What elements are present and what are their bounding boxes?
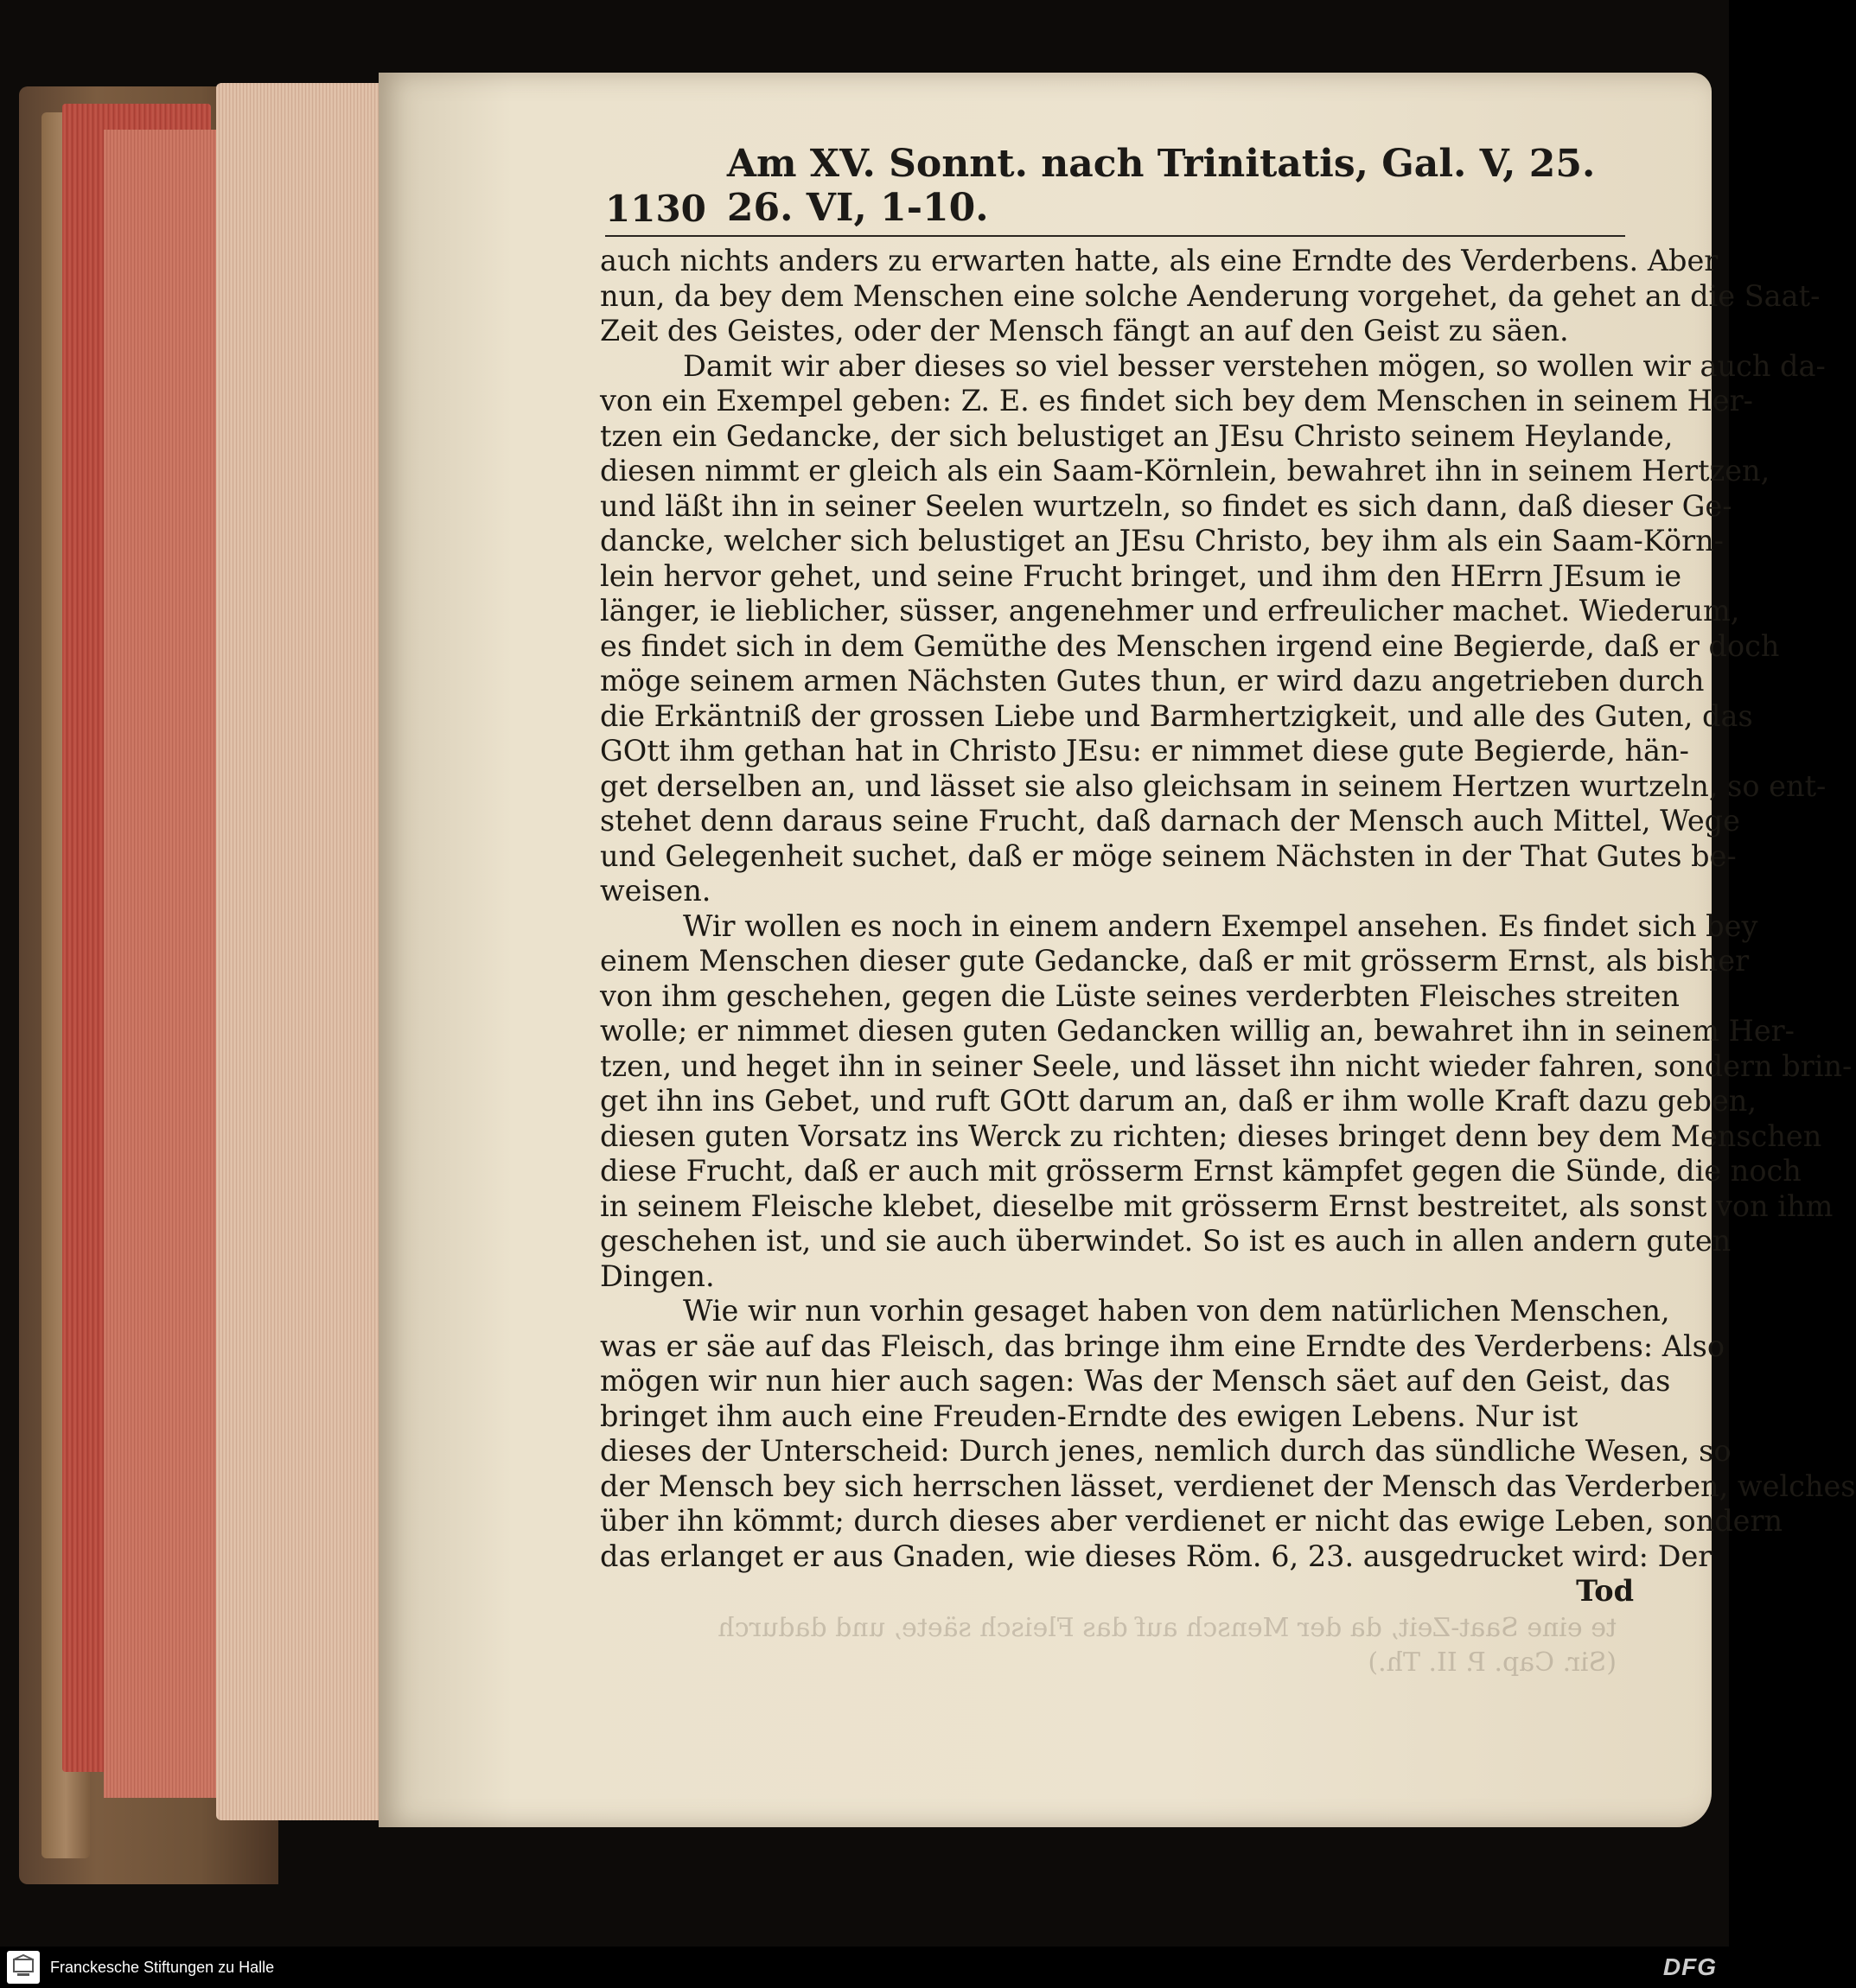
text-line: nun, da bey dem Menschen eine solche Aenderung vorgehet, da gehet an die Saat-	[600, 278, 1821, 313]
running-title: Am XV. Sonnt. nach Trinitatis, Gal. V, 25. 26. VI, 1-10.	[726, 142, 1596, 230]
text-line: bringet ihm auch eine Freuden-Erndte des ewigen Lebens. Nur ist	[600, 1399, 1579, 1433]
text-line: Dingen.	[600, 1258, 715, 1293]
text-line: lein hervor gehet, und seine Frucht bringet, und ihm den HErrn JEsum ie	[600, 558, 1682, 593]
running-header	[605, 142, 1625, 230]
text-line: wolle; er nimmet diesen guten Gedancken willig an, bewahret ihn in seinem Her-	[600, 1014, 1795, 1048]
page-block-edges	[216, 83, 389, 1820]
dfg-logo: DFG	[1662, 1953, 1717, 1980]
text-line: und läßt ihn in seiner Seelen wurtzeln, so findet es sich dann, daß dieser Ge-	[600, 488, 1732, 523]
text-line: was er säe auf das Fleisch, das bringe ihm eine Erndte des Verderbens: Also	[600, 1329, 1725, 1363]
text-line: von ein Exempel geben: Z. E. es findet sich bey dem Menschen in seinem Her-	[600, 384, 1753, 417]
text-line: weisen.	[600, 874, 711, 908]
text-line: und Gelegenheit suchet, daß er möge seinem Nächsten in der That Gutes be-	[600, 838, 1737, 873]
text-line: tzen, und heget ihn in seiner Seele, und lässet ihn nicht wieder fahren, sondern brin-	[600, 1048, 1853, 1083]
text-line: länger, ie lieblicher, süsser, angenehmer und erfreulicher machet. Wiederum,	[600, 594, 1740, 628]
text-line: auch nichts anders zu erwarten hatte, als eine Erndte des Verderbens. Aber	[600, 244, 1719, 277]
text-line: get ihn ins Gebet, und ruft GOtt darum an, daß er ihm wolle Kraft dazu geben,	[600, 1084, 1757, 1118]
text-line: die Erkäntniß der grossen Liebe und Barmhertzigkeit, und alle des Guten, das	[600, 698, 1753, 733]
text-line: Zeit des Geistes, oder der Mensch fängt an auf den Geist zu säen.	[600, 314, 1569, 347]
text-line: get derselben an, und lässet sie also gleichsam in seinem Hertzen wurtzeln, so ent-	[600, 768, 1827, 803]
page-number: 1130	[605, 188, 706, 230]
text-line: der Mensch bey sich herrschen lässet, verdienet der Mensch das Verderben, welches	[600, 1469, 1856, 1503]
institution-label: Franckesche Stiftungen zu Halle	[50, 1958, 275, 1976]
header-rule	[605, 235, 1625, 237]
text-line: von ihm geschehen, gegen die Lüste seines verderbten Fleisches streiten	[600, 978, 1681, 1013]
text-line: das erlanget er aus Gnaden, wie dieses Röm. 6, 23. ausgedrucket wird: Der	[600, 1539, 1712, 1573]
text-line: geschehen ist, und sie auch überwindet. So ist es auch in allen andern guten	[600, 1224, 1732, 1258]
text-line: dancke, welcher sich belustiget an JEsu Christo, bey ihm als ein Saam-Körn-	[600, 524, 1724, 558]
text-line: in seinem Fleische klebet, dieselbe mit grösserm Ernst bestreitet, als sonst von ihm	[600, 1188, 1834, 1223]
catchword: Tod	[1576, 1574, 1634, 1608]
show-through-line: te eine Saat-Zeit, da der Mensch auf das Fleisch säete, und dadurch	[718, 1613, 1617, 1643]
footer-bar	[0, 1947, 1729, 1988]
show-through-text	[588, 1611, 1617, 1715]
text-line: tzen ein Gedancke, der sich belustiget an JEsu Christo seinem Heylande,	[600, 418, 1674, 453]
text-line: diese Frucht, daß er auch mit grösserm Ernst kämpfet gegen die Sünde, die noch	[600, 1154, 1802, 1188]
text-line: diesen guten Vorsatz ins Werck zu richten; dieses bringet denn bey dem Menschen	[600, 1118, 1822, 1153]
text-line: Wir wollen es noch in einem andern Exempel ansehen. Es findet sich bey	[683, 908, 1758, 943]
red-page-edge-inner	[104, 130, 216, 1798]
text-line: dieses der Unterscheid: Durch jenes, nemlich durch das sündliche Wesen, so	[600, 1434, 1732, 1468]
body-text	[600, 244, 1856, 1609]
text-line: es findet sich in dem Gemüthe des Menschen irgend eine Begierde, daß er doch	[600, 628, 1780, 663]
text-line: über ihn kömmt; durch dieses aber verdienet er nicht das ewige Leben, sondern	[600, 1504, 1783, 1538]
show-through-line: (Sir. Cap. P. II. Th.)	[1368, 1647, 1617, 1678]
text-line: einem Menschen dieser gute Gedancke, daß er mit grösserm Ernst, als bisher	[600, 944, 1750, 978]
text-line: GOtt ihm gethan hat in Christo JEsu: er nimmet diese gute Begierde, hän-	[600, 734, 1689, 768]
text-line: Wie wir nun vorhin gesaget haben von dem natürlichen Menschen,	[683, 1294, 1670, 1328]
text-line: stehet denn daraus seine Frucht, daß darnach der Mensch auch Mittel, Wege	[600, 804, 1740, 838]
text-line: möge seinem armen Nächsten Gutes thun, er wird dazu angetrieben durch	[600, 664, 1705, 698]
text-line: Damit wir aber dieses so viel besser verstehen mögen, so wollen wir auch da-	[683, 348, 1826, 383]
institution-logo-icon	[7, 1951, 40, 1984]
text-line: diesen nimmt er gleich als ein Saam-Körnlein, bewahret ihn in seinem Hertzen,	[600, 454, 1770, 487]
text-line: mögen wir nun hier auch sagen: Was der Mensch säet auf den Geist, das	[600, 1364, 1671, 1398]
